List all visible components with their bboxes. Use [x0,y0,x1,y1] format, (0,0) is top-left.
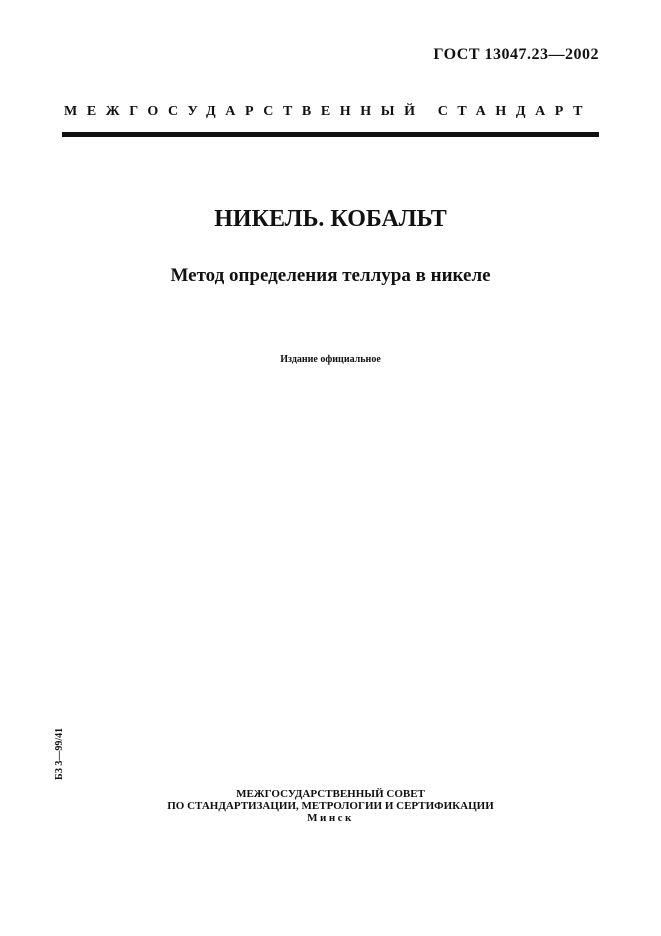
publisher-city: Минск [307,812,354,824]
document-title: НИКЕЛЬ. КОБАЛЬТ [214,206,447,232]
document-subtitle: Метод определения теллура в никеле [170,265,491,286]
side-code: БЗ 3—99/41 [54,727,65,780]
edition-note: Издание официальное [280,354,381,365]
publisher-line-1: МЕЖГОСУДАРСТВЕННЫЙ СОВЕТ [236,788,425,800]
publisher-line-2: ПО СТАНДАРТИЗАЦИИ, МЕТРОЛОГИИ И СЕРТИФИКАЦИИ [167,800,494,812]
standard-type-heading: МЕЖГОСУДАРСТВЕННЫЙ СТАНДАРТ [64,104,593,119]
publisher-block [0,788,661,824]
header-rule [62,132,599,137]
gost-number: ГОСТ 13047.23—2002 [433,46,599,63]
